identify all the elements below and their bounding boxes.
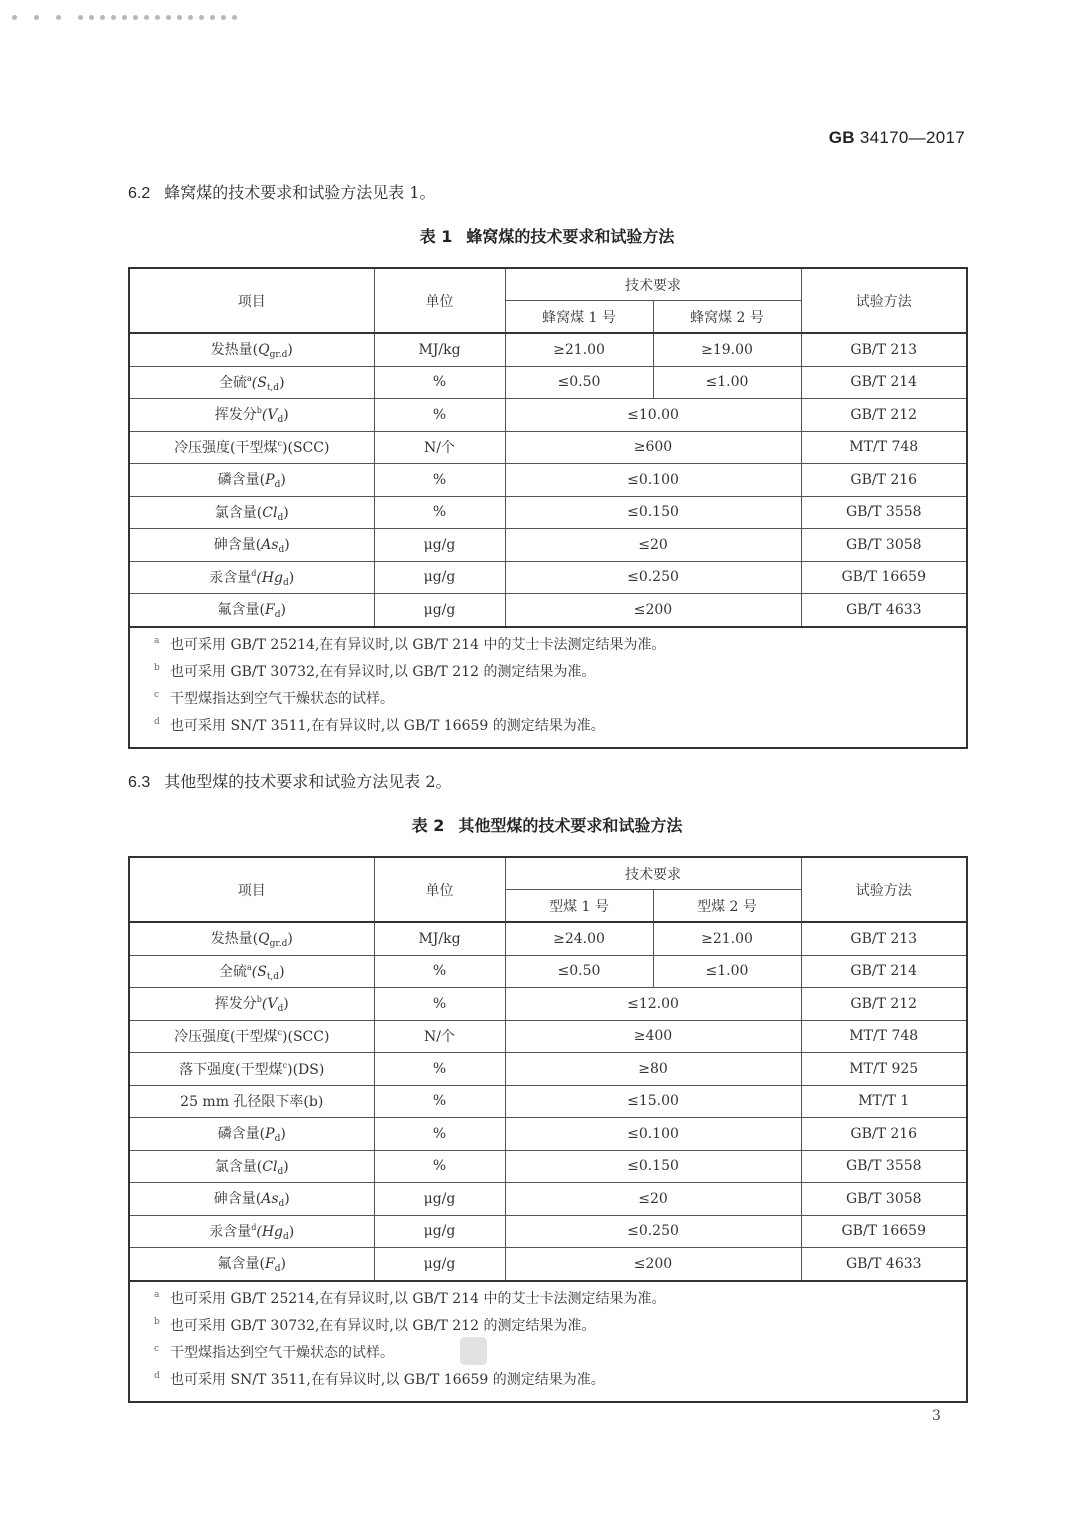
footnote [154,632,966,659]
cell-requirement: ≤10.00 [505,399,801,432]
cell-item [129,1248,374,1281]
cell-method: GB/T 212 [801,988,967,1021]
footnote [154,1340,966,1367]
item-label: 冷压强度(干型煤 [174,1029,278,1046]
item-subscript: d [274,1264,281,1275]
cell-grade-1: ≥24.00 [505,922,653,955]
item-label: 挥发分 [214,996,257,1013]
cell-method: GB/T 216 [801,1118,967,1151]
header-item: 项目 [129,857,374,922]
cell-item [129,561,374,594]
cell-unit: % [374,1053,505,1086]
footnote-ref: c [277,439,283,449]
cell-method: GB/T 213 [801,333,967,366]
item-symbol: F [265,602,275,619]
table-title: 蜂窝煤的技术要求和试验方法 [466,227,675,246]
cell-unit: % [374,399,505,432]
notes-row [129,627,967,748]
table-number: 表 2 [411,816,445,835]
item-label: 砷含量( [213,537,262,554]
cell-item [129,1020,374,1053]
cell-grade-1: ≤0.50 [505,366,653,399]
cell-grade-2: ≥19.00 [653,333,801,366]
item-symbol: (S [251,374,267,391]
header-requirements: 技术要求 [505,857,801,890]
item-subscript: d [274,480,281,491]
cell-grade-1: ≥21.00 [505,333,653,366]
header-grade-2: 型煤 2 号 [653,890,801,923]
cell-method: GB/T 216 [801,464,967,497]
cell-method: GB/T 3558 [801,496,967,529]
table-row [129,366,967,399]
dot-icon [188,15,193,20]
standard-code [829,128,965,148]
item-subscript: d [277,512,284,523]
item-subscript: d [283,577,289,588]
cell-method: GB/T 3558 [801,1150,967,1183]
standard-number: 34170—2017 [859,128,965,147]
footnote-text: 也可采用 SN/T 3511,在有异议时,以 GB/T 16659 的测定结果为准。 [170,718,605,735]
standard-prefix: GB [828,128,855,147]
dot-icon [199,15,204,20]
cell-item [129,922,374,955]
item-tail: ) [283,1158,289,1175]
footnote-ref: a [246,962,252,972]
item-tail: ) [280,1256,286,1273]
item-subscript: d [277,415,284,426]
cell-item [129,1085,374,1118]
item-symbol: Q [258,931,270,948]
header-unit: 单位 [374,857,505,922]
table-row [129,561,967,594]
footnote-mark: d [154,1371,160,1382]
item-subscript: d [278,1199,285,1210]
item-label: 磷含量( [217,1126,266,1143]
dot-icon [111,15,116,20]
cell-requirement: ≤20 [505,529,801,562]
footnote-mark: c [154,690,160,701]
page-indicator-dots [12,15,243,25]
item-label: 全硫 [218,374,247,391]
cell-requirement: ≤200 [505,1248,801,1281]
item-tail: )(SCC) [282,1029,330,1046]
table-row [129,496,967,529]
item-subscript: d [277,1166,284,1177]
item-label: 氯含量( [214,504,263,521]
header-grade-1: 蜂窝煤 1 号 [505,301,653,334]
item-symbol: Cl [262,504,278,521]
cell-requirement: ≥400 [505,1020,801,1053]
item-subscript: d [283,1231,289,1242]
footnote [154,659,966,686]
cell-grade-2: ≥21.00 [653,922,801,955]
footnote-text: 也可采用 GB/T 25214,在有异议时,以 GB/T 214 中的艾士卡法测定结果为准。 [170,1290,666,1307]
item-subscript: d [277,1004,284,1015]
table-title: 其他型煤的技术要求和试验方法 [458,816,683,835]
cell-method: GB/T 3058 [801,529,967,562]
table-row [129,431,967,464]
cell-requirement: ≥600 [505,431,801,464]
notes-row [129,1281,967,1402]
cell-method: GB/T 214 [801,955,967,988]
item-label: 氯含量( [214,1158,263,1175]
page-number: 3 [932,1408,941,1424]
item-symbol: (V [261,996,278,1013]
table2-caption [0,813,1080,836]
footnote-ref: c [277,1028,283,1038]
item-symbol: P [265,1126,275,1143]
item-tail: ) [280,1126,286,1143]
item-tail: ) [279,963,285,980]
footnote [154,713,966,740]
cell-grade-1: ≤0.50 [505,955,653,988]
item-label: 发热量( [210,342,259,359]
footnote-mark: c [154,1344,160,1355]
cell-unit: μg/g [374,594,505,627]
cell-unit: μg/g [374,529,505,562]
table-row [129,1215,967,1248]
cell-method: GB/T 213 [801,922,967,955]
section-number: 6.3 [128,774,151,791]
cell-item [129,988,374,1021]
table-row [129,922,967,955]
item-tail: ) [283,504,289,521]
item-subscript: d [274,1134,281,1145]
footnote-mark: b [154,1316,160,1327]
footnote-text: 也可采用 GB/T 30732,在有异议时,以 GB/T 212 的测定结果为准。 [170,1317,596,1334]
item-label: 汞含量 [209,569,252,586]
table-row [129,464,967,497]
cell-method: GB/T 4633 [801,1248,967,1281]
dot-icon [177,15,182,20]
item-tail: )(DS) [287,1061,325,1078]
cell-item [129,1183,374,1216]
item-subscript: t,d [266,971,280,982]
footnote-ref: d [251,1222,257,1232]
table-row [129,1020,967,1053]
item-tail: ) [288,1223,295,1240]
item-symbol: (Hg [256,569,284,586]
dot-icon [100,15,105,20]
cell-item [129,1150,374,1183]
footnote-ref: b [256,406,262,416]
dot-icon [221,15,226,20]
header-grade-2: 蜂窝煤 2 号 [653,301,801,334]
footnote [154,686,966,713]
cell-unit: % [374,464,505,497]
section-text: 其他型煤的技术要求和试验方法见表 2。 [164,772,452,791]
header-method: 试验方法 [801,857,967,922]
table-row [129,955,967,988]
cell-method: MT/T 1 [801,1085,967,1118]
cell-method: MT/T 748 [801,1020,967,1053]
cell-requirement: ≤20 [505,1183,801,1216]
dot-icon [56,15,61,20]
cell-item [129,431,374,464]
footnote-mark: a [154,1289,160,1300]
table-row [129,333,967,366]
cell-unit: % [374,955,505,988]
item-tail: ) [280,602,286,619]
item-tail: ) [287,931,293,948]
item-symbol: As [261,537,279,554]
header-row [129,268,967,301]
cell-grade-2: ≤1.00 [653,955,801,988]
cell-requirement: ≤15.00 [505,1085,801,1118]
table-row [129,399,967,432]
footnote-text: 干型煤指达到空气干燥状态的试样。 [170,1345,394,1362]
table-row [129,1085,967,1118]
footnote-text: 也可采用 GB/T 30732,在有异议时,以 GB/T 212 的测定结果为准。 [170,663,596,680]
table-row [129,1118,967,1151]
cell-item [129,594,374,627]
cell-method: GB/T 3058 [801,1183,967,1216]
table-row [129,1248,967,1281]
footnote-text: 也可采用 GB/T 25214,在有异议时,以 GB/T 214 中的艾士卡法测定结果为准。 [170,636,666,653]
cell-unit: MJ/kg [374,333,505,366]
item-tail: )(SCC) [282,440,330,457]
dot-icon [34,15,39,20]
cell-unit: μg/g [374,1183,505,1216]
cell-unit: % [374,1118,505,1151]
table-notes [129,1281,967,1402]
cell-item [129,496,374,529]
dot-icon [133,15,138,20]
footnote [154,1313,966,1340]
item-symbol: (S [251,963,267,980]
item-tail: ) [283,996,289,1013]
header-row [129,857,967,890]
cell-requirement: ≤12.00 [505,988,801,1021]
cell-method: MT/T 748 [801,431,967,464]
table-number: 表 1 [419,227,453,246]
cell-unit: % [374,496,505,529]
cell-item [129,1118,374,1151]
item-label: 氟含量( [217,1256,265,1273]
cell-item [129,955,374,988]
cell-method: GB/T 214 [801,366,967,399]
item-tail: ) [287,342,293,359]
item-tail: ) [280,472,286,489]
footnote-ref: c [282,1060,288,1070]
cell-grade-2: ≤1.00 [653,366,801,399]
footnote [154,1286,966,1313]
item-symbol: P [265,472,275,489]
footnote-text: 干型煤指达到空气干燥状态的试样。 [170,691,394,708]
dot-icon [89,15,94,20]
item-subscript: gr.d [269,350,288,361]
dot-icon [155,15,160,20]
item-label: 砷含量( [213,1191,262,1208]
cell-method: GB/T 16659 [801,561,967,594]
cell-method: GB/T 212 [801,399,967,432]
cell-item [129,366,374,399]
cell-item [129,333,374,366]
footnote-ref: a [246,373,252,383]
item-symbol: As [261,1191,279,1208]
section-text: 蜂窝煤的技术要求和试验方法见表 1。 [164,183,436,202]
dot-icon [232,15,237,20]
item-tail: ) [284,1191,290,1208]
item-symbol: Q [258,342,270,359]
dot-icon [78,15,83,20]
cell-item [129,529,374,562]
item-tail: ) [288,569,295,586]
cell-requirement: ≤0.100 [505,1118,801,1151]
header-unit: 单位 [374,268,505,333]
item-symbol: F [265,1256,275,1273]
item-label: 磷含量( [217,472,266,489]
cell-method: MT/T 925 [801,1053,967,1086]
item-label: 落下强度(干型煤 [179,1061,283,1078]
item-label: 冷压强度(干型煤 [174,440,278,457]
item-label: 全硫 [218,963,247,980]
cell-unit: % [374,1150,505,1183]
item-symbol: Cl [262,1158,278,1175]
cell-requirement: ≤0.150 [505,1150,801,1183]
cell-item [129,1053,374,1086]
table-row [129,594,967,627]
item-label: 挥发分 [214,407,257,424]
table-row [129,988,967,1021]
item-label: 氟含量( [217,602,265,619]
table2-briquette-requirements [128,856,968,1403]
item-tail: ) [283,407,289,424]
cell-unit: μg/g [374,1248,505,1281]
cell-unit: μg/g [374,1215,505,1248]
cell-unit: MJ/kg [374,922,505,955]
dot-icon [144,15,149,20]
item-tail: ) [284,537,290,554]
item-symbol: (Hg [256,1223,284,1240]
section-6-2 [128,180,436,203]
cell-item [129,1215,374,1248]
cell-item [129,399,374,432]
scan-artifact [460,1337,487,1365]
item-label: 汞含量 [209,1223,252,1240]
item-subscript: t,d [266,382,280,393]
dot-icon [12,15,17,20]
footnote-ref: b [256,995,262,1005]
item-label: 发热量( [210,931,259,948]
cell-requirement: ≤0.250 [505,1215,801,1248]
item-subscript: gr.d [269,939,288,950]
cell-requirement: ≤0.250 [505,561,801,594]
cell-requirement: ≥80 [505,1053,801,1086]
cell-unit: N/个 [374,1020,505,1053]
header-method: 试验方法 [801,268,967,333]
header-grade-1: 型煤 1 号 [505,890,653,923]
cell-requirement: ≤0.100 [505,464,801,497]
section-6-3 [128,769,452,792]
table-row [129,1150,967,1183]
cell-method: GB/T 4633 [801,594,967,627]
cell-unit: % [374,366,505,399]
item-subscript: d [274,610,281,621]
cell-unit: % [374,988,505,1021]
cell-unit: % [374,1085,505,1118]
item-symbol: (V [261,407,278,424]
table-notes [129,627,967,748]
table-row [129,1053,967,1086]
footnote-mark: b [154,662,160,673]
item-label: 25 mm 孔径限下率(b) [180,1094,324,1111]
cell-item [129,464,374,497]
dot-icon [166,15,171,20]
dot-icon [122,15,127,20]
footnote-ref: d [251,568,257,578]
cell-requirement: ≤200 [505,594,801,627]
cell-unit: N/个 [374,431,505,464]
table1-caption [0,224,1080,247]
header-requirements: 技术要求 [505,268,801,301]
item-subscript: d [278,545,285,556]
table-row [129,529,967,562]
footnote [154,1367,966,1394]
cell-method: GB/T 16659 [801,1215,967,1248]
footnote-text: 也可采用 SN/T 3511,在有异议时,以 GB/T 16659 的测定结果为准。 [170,1372,605,1389]
dot-icon [210,15,215,20]
table-row [129,1183,967,1216]
section-number: 6.2 [128,185,151,202]
item-tail: ) [279,374,285,391]
footnote-mark: a [154,635,160,646]
table1-coal-requirements [128,267,968,749]
header-item: 项目 [129,268,374,333]
cell-requirement: ≤0.150 [505,496,801,529]
footnote-mark: d [154,717,160,728]
cell-unit: μg/g [374,561,505,594]
